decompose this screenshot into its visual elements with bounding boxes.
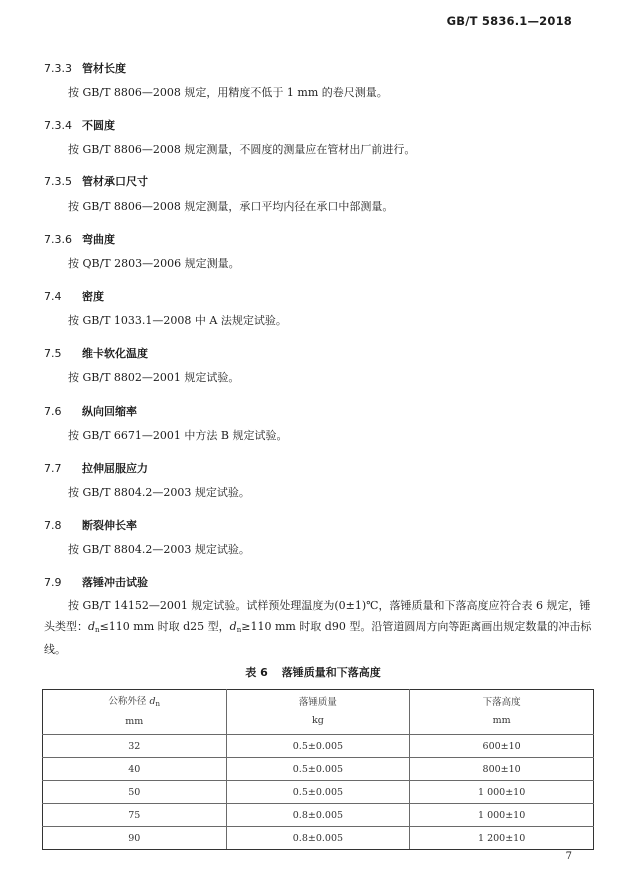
section-heading-7-3-6 — [44, 231, 115, 247]
section-text-7-3-3: 按 GB/T 8806—2008 规定，用精度不低于 1 mm 的卷尺测量。 — [68, 86, 388, 99]
section-number: 7.5 — [44, 347, 62, 360]
cell-mass: 0.5±0.005 — [226, 735, 410, 758]
standard-header: GB/T 5836.1—2018 — [446, 14, 572, 28]
table-header-row — [43, 690, 594, 735]
section-number: 7.3.5 — [44, 175, 72, 188]
cell-mass: 0.5±0.005 — [226, 781, 410, 804]
section-title: 管材长度 — [82, 62, 126, 75]
cell-mass: 0.5±0.005 — [226, 758, 410, 781]
subscript-n: n — [236, 625, 242, 634]
header-drop-height — [410, 690, 594, 735]
section-text-7-5: 按 GB/T 8802—2001 规定试验。 — [68, 371, 240, 384]
header-unit: mm — [492, 715, 511, 726]
table-row — [43, 758, 594, 781]
impact-text-part-a: 按 GB/T 14152—2001 规定试验。试样预处理温度为(0±1)℃，落锤质量和下落高度应符合表 6 规定，锤头类型： — [44, 599, 591, 633]
section-heading-7-7 — [44, 460, 148, 476]
section-heading-7-5 — [44, 345, 148, 361]
header-unit: mm — [125, 716, 144, 727]
section-heading-7-3-3 — [44, 60, 126, 76]
section-text-7-4: 按 GB/T 1033.1—2008 中 A 法规定试验。 — [68, 314, 287, 327]
section-heading-7-9 — [44, 574, 148, 590]
header-unit: kg — [311, 715, 324, 726]
subscript-n: n — [155, 700, 161, 708]
section-text-7-6: 按 GB/T 6671—2001 中方法 B 规定试验。 — [68, 429, 288, 442]
header-name: 公称外径 — [108, 696, 150, 707]
section-heading-7-3-5 — [44, 173, 148, 189]
table-title: 落锤质量和下落高度 — [281, 666, 381, 679]
header-drop-mass — [226, 690, 410, 735]
drop-weight-table — [42, 689, 594, 850]
section-heading-7-8 — [44, 517, 137, 533]
section-text-7-8: 按 GB/T 8804.2—2003 规定试验。 — [68, 543, 250, 556]
cell-diameter: 90 — [43, 827, 227, 850]
section-title: 拉伸屈服应力 — [82, 462, 148, 475]
cell-diameter: 32 — [43, 735, 227, 758]
page-number: 7 — [565, 851, 572, 862]
section-number: 7.8 — [44, 519, 62, 532]
section-heading-7-6 — [44, 403, 137, 419]
cell-height: 800±10 — [410, 758, 594, 781]
header-nominal-diameter — [43, 690, 227, 735]
cell-mass: 0.8±0.005 — [226, 827, 410, 850]
section-number: 7.7 — [44, 462, 62, 475]
subscript-n: n — [95, 625, 100, 634]
section-heading-7-3-4 — [44, 117, 115, 133]
table-label: 表 6 — [245, 666, 268, 679]
header-name: 落锤质量 — [298, 697, 337, 708]
cell-mass: 0.8±0.005 — [226, 804, 410, 827]
table-row — [43, 735, 594, 758]
table-row — [43, 781, 594, 804]
section-text-7-7: 按 GB/T 8804.2—2003 规定试验。 — [68, 486, 250, 499]
section-title: 管材承口尺寸 — [82, 175, 148, 188]
section-title: 密度 — [82, 290, 104, 303]
section-title: 落锤冲击试验 — [82, 576, 148, 589]
cell-diameter: 40 — [43, 758, 227, 781]
section-text-7-3-4: 按 GB/T 8806—2008 规定测量，不圆度的测量应在管材出厂前进行。 — [68, 143, 416, 156]
table-caption — [0, 664, 626, 680]
section-text-7-9 — [44, 596, 592, 661]
cell-diameter: 50 — [43, 781, 227, 804]
section-number: 7.3.4 — [44, 119, 72, 132]
cell-height: 1 000±10 — [410, 804, 594, 827]
section-number: 7.3.3 — [44, 62, 72, 75]
symbol-d: d — [149, 696, 156, 707]
section-number: 7.9 — [44, 576, 62, 589]
section-number: 7.4 — [44, 290, 62, 303]
section-title: 维卡软化温度 — [82, 347, 148, 360]
cell-height: 1 000±10 — [410, 781, 594, 804]
cell-height: 600±10 — [410, 735, 594, 758]
section-title: 不圆度 — [82, 119, 115, 132]
cell-diameter: 75 — [43, 804, 227, 827]
section-number: 7.6 — [44, 405, 62, 418]
section-title: 弯曲度 — [82, 233, 115, 246]
table-row — [43, 827, 594, 850]
section-number: 7.3.6 — [44, 233, 72, 246]
section-text-7-3-5: 按 GB/T 8806—2008 规定测量，承口平均内径在承口中部测量。 — [68, 200, 394, 213]
impact-text-part-c: ≥110 mm 时取 d90 型。沿管道圆周方向等距离画出规定数量的冲击标线。 — [44, 619, 592, 656]
table-row — [43, 804, 594, 827]
section-text-7-3-6: 按 QB/T 2803—2006 规定测量。 — [68, 257, 240, 270]
section-title: 纵向回缩率 — [82, 405, 137, 418]
section-title: 断裂伸长率 — [82, 519, 137, 532]
cell-height: 1 200±10 — [410, 827, 594, 850]
symbol-d: d — [88, 619, 96, 633]
section-heading-7-4 — [44, 288, 104, 304]
header-name: 下落高度 — [482, 697, 521, 708]
symbol-d: d — [229, 619, 237, 633]
impact-text-part-b: ≤110 mm 时取 d25 型， — [99, 619, 230, 633]
